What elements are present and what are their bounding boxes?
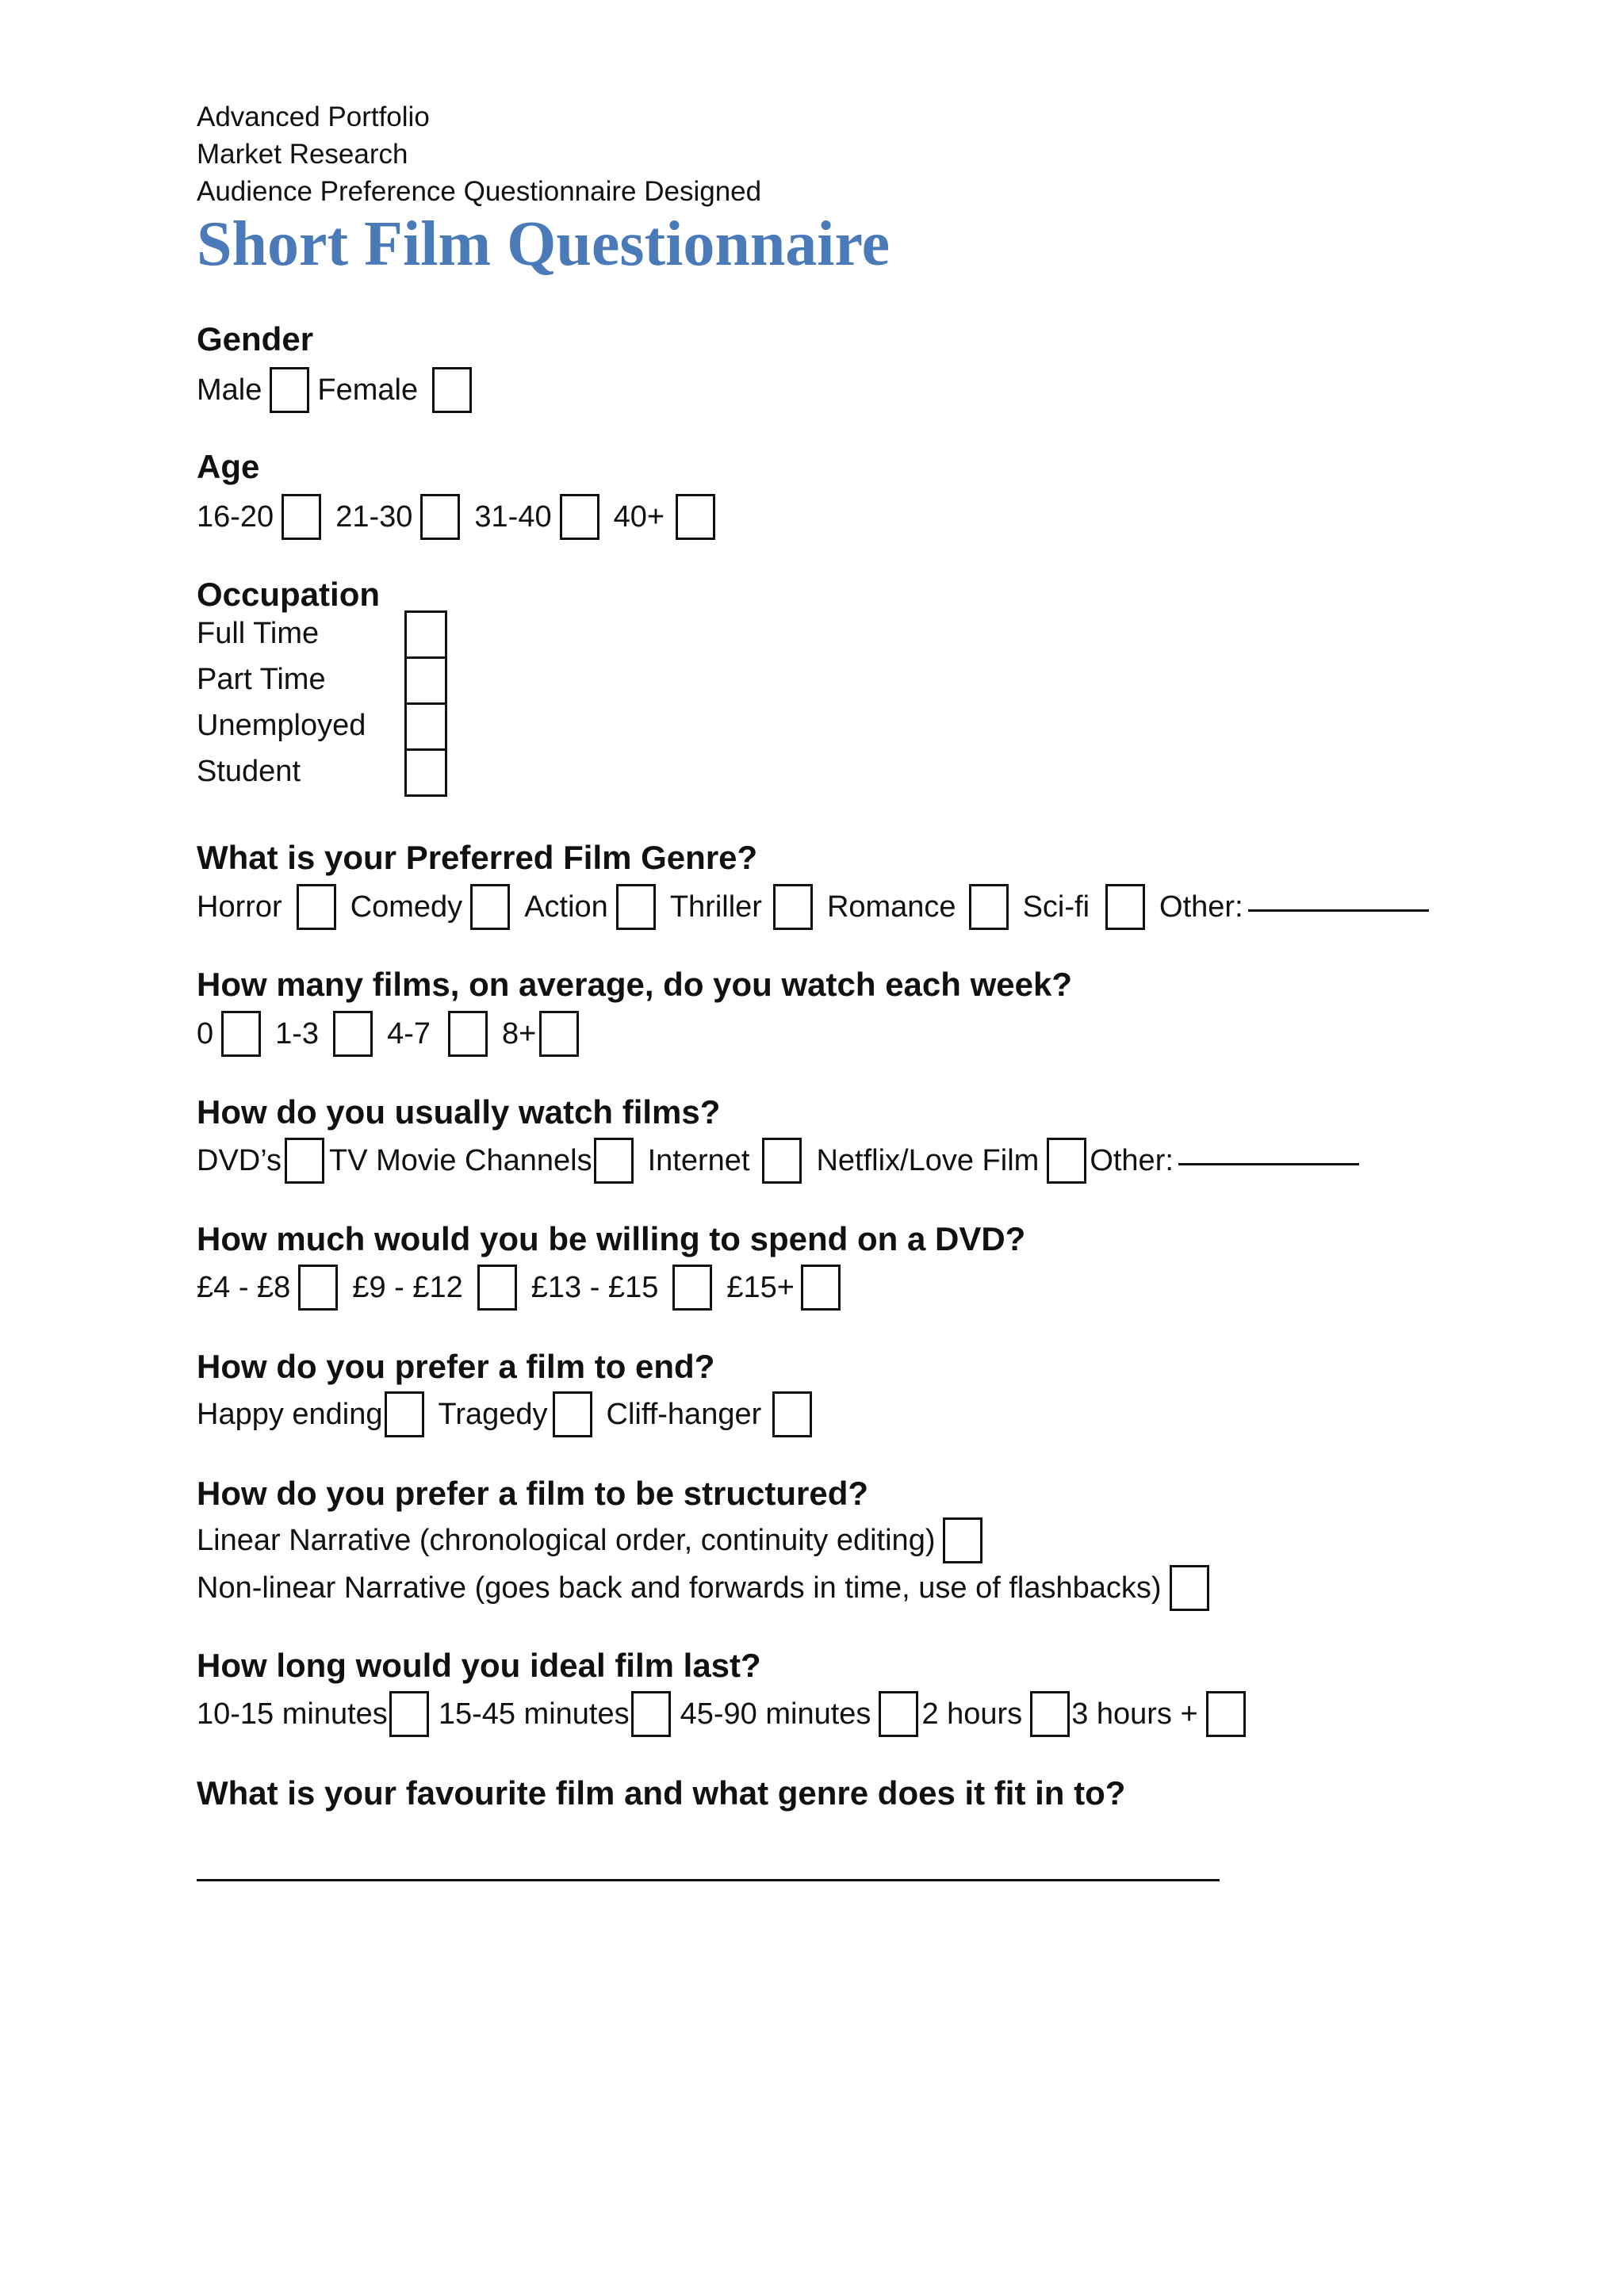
checkbox[interactable] xyxy=(943,1517,982,1563)
checkbox[interactable] xyxy=(1105,884,1145,930)
films-per-week-options xyxy=(197,1008,593,1059)
option-label: 2 hours xyxy=(921,1697,1023,1731)
checkbox[interactable] xyxy=(432,367,472,413)
spend-option-13-15 xyxy=(531,1265,713,1311)
option-label: Unemployed xyxy=(197,708,366,742)
option-label: 10-15 minutes xyxy=(197,1697,388,1731)
checkbox[interactable] xyxy=(969,884,1009,930)
films-per-week-heading: How many films, on average, do you watch each week? xyxy=(197,966,1072,1003)
option-label: Romance xyxy=(826,890,956,924)
occupation-options xyxy=(197,610,366,794)
option-label: 16-20 xyxy=(197,499,274,534)
watch-method-options xyxy=(197,1135,1373,1186)
checkbox[interactable] xyxy=(297,884,336,930)
option-label: Horror xyxy=(197,890,282,924)
checkbox[interactable] xyxy=(270,367,309,413)
option-label: Netflix/Love Film xyxy=(816,1143,1040,1177)
spend-option-4-8 xyxy=(197,1265,338,1311)
option-label: 0 xyxy=(197,1016,214,1050)
option-label: 1-3 xyxy=(275,1016,320,1050)
option-label: 45-90 minutes xyxy=(680,1697,871,1731)
option-label: Full Time xyxy=(197,616,320,650)
genre-option-other xyxy=(1159,890,1429,924)
checkbox[interactable] xyxy=(631,1691,671,1737)
watch-method-heading: How do you usually watch films? xyxy=(197,1093,721,1131)
film-end-options xyxy=(197,1389,826,1440)
structure-option-linear xyxy=(197,1516,982,1565)
films-option-4-7 xyxy=(387,1011,488,1057)
checkbox[interactable] xyxy=(404,656,447,705)
watch-option-tv-movie-channels xyxy=(329,1138,634,1184)
other-input-line[interactable] xyxy=(1178,1163,1359,1165)
favourite-film-heading: What is your favourite film and what genre does it fit in to? xyxy=(197,1774,1126,1812)
option-label: 40+ xyxy=(613,499,665,534)
checkbox[interactable] xyxy=(404,748,447,797)
length-option-45-90 xyxy=(680,1691,919,1737)
checkbox[interactable] xyxy=(772,1391,812,1437)
films-option-0 xyxy=(197,1011,261,1057)
checkbox[interactable] xyxy=(298,1265,338,1311)
checkbox[interactable] xyxy=(560,494,599,540)
genre-option-sci-fi xyxy=(1023,884,1145,930)
watch-option-internet xyxy=(648,1138,802,1184)
end-option-happy xyxy=(197,1391,424,1437)
length-option-2-hours xyxy=(921,1691,1070,1737)
option-label: Comedy xyxy=(350,890,463,924)
checkbox[interactable] xyxy=(539,1011,579,1057)
spend-option-15-plus xyxy=(726,1265,841,1311)
end-option-tragedy xyxy=(439,1391,592,1437)
option-label: £4 - £8 xyxy=(197,1270,291,1304)
other-input-line[interactable] xyxy=(1248,909,1429,912)
structure-heading: How do you prefer a film to be structured? xyxy=(197,1475,869,1512)
option-label: Sci-fi xyxy=(1022,890,1090,924)
occupation-option-full-time xyxy=(197,610,366,656)
option-label: 21-30 xyxy=(335,499,413,534)
checkbox[interactable] xyxy=(1170,1565,1209,1611)
film-end-heading: How do you prefer a film to end? xyxy=(197,1348,715,1385)
age-options xyxy=(197,492,730,542)
option-label: £9 - £12 xyxy=(352,1270,463,1304)
end-option-cliff-hanger xyxy=(607,1391,813,1437)
option-label: Cliff-hanger xyxy=(606,1397,762,1431)
occupation-heading: Occupation xyxy=(197,576,381,613)
option-label: Internet xyxy=(647,1143,750,1177)
age-option-21-30 xyxy=(335,494,460,540)
occupation-option-student xyxy=(197,748,366,794)
films-option-1-3 xyxy=(275,1011,373,1057)
other-label: Other: xyxy=(1159,890,1243,924)
checkbox[interactable] xyxy=(448,1011,488,1057)
option-label: Part Time xyxy=(197,662,326,696)
header-line-course: Advanced Portfolio xyxy=(197,101,430,132)
option-label: Thriller xyxy=(669,890,762,924)
genre-option-comedy xyxy=(350,884,511,930)
option-label: Female xyxy=(317,373,419,407)
option-label: £15+ xyxy=(726,1270,795,1304)
spend-option-9-12 xyxy=(352,1265,516,1311)
checkbox[interactable] xyxy=(404,610,447,659)
genre-option-thriller xyxy=(670,884,813,930)
option-label: Action xyxy=(524,890,608,924)
option-label: Male xyxy=(197,373,262,407)
genre-heading: What is your Preferred Film Genre? xyxy=(197,839,758,876)
document-header xyxy=(197,98,761,210)
checkbox[interactable] xyxy=(385,1391,424,1437)
option-label: £13 - £15 xyxy=(530,1270,659,1304)
occupation-option-unemployed xyxy=(197,702,366,748)
favourite-film-answer-line[interactable] xyxy=(197,1879,1220,1881)
length-options xyxy=(197,1689,1260,1739)
checkbox[interactable] xyxy=(672,1265,712,1311)
watch-option-netflix xyxy=(816,1138,1086,1184)
films-option-8-plus xyxy=(502,1011,579,1057)
checkbox[interactable] xyxy=(404,702,447,751)
header-line-subtitle: Audience Preference Questionnaire Designed xyxy=(197,176,762,207)
checkbox[interactable] xyxy=(282,494,321,540)
age-option-40-plus xyxy=(614,494,715,540)
checkbox[interactable] xyxy=(616,884,656,930)
option-label: 4-7 xyxy=(387,1016,431,1050)
checkbox[interactable] xyxy=(762,1138,802,1184)
checkbox[interactable] xyxy=(773,884,813,930)
structure-option-non-linear xyxy=(197,1563,1209,1613)
checkbox[interactable] xyxy=(1030,1691,1070,1737)
genre-option-romance xyxy=(827,884,1009,930)
option-label: Linear Narrative (chronological order, continuity editing) xyxy=(197,1523,936,1557)
checkbox[interactable] xyxy=(420,494,460,540)
page-title: Short Film Questionnaire xyxy=(197,209,891,279)
checkbox[interactable] xyxy=(801,1265,841,1311)
watch-option-dvds xyxy=(197,1138,324,1184)
option-label: Tragedy xyxy=(438,1397,548,1431)
checkbox[interactable] xyxy=(470,884,510,930)
length-heading: How long would you ideal film last? xyxy=(197,1647,761,1684)
option-label: 8+ xyxy=(501,1016,537,1050)
length-option-3-hours-plus xyxy=(1071,1691,1246,1737)
checkbox[interactable] xyxy=(1047,1138,1086,1184)
option-label: TV Movie Channels xyxy=(329,1143,592,1177)
genre-option-horror xyxy=(197,884,336,930)
checkbox[interactable] xyxy=(1206,1691,1246,1737)
genre-options xyxy=(197,882,1443,932)
checkbox[interactable] xyxy=(594,1138,634,1184)
checkbox[interactable] xyxy=(333,1011,373,1057)
dvd-spend-options xyxy=(197,1262,855,1313)
length-option-10-15 xyxy=(197,1691,429,1737)
gender-heading: Gender xyxy=(197,320,314,358)
option-label: Happy ending xyxy=(197,1397,383,1431)
checkbox[interactable] xyxy=(553,1391,592,1437)
gender-option-male xyxy=(197,367,309,413)
genre-option-action xyxy=(524,884,656,930)
checkbox[interactable] xyxy=(477,1265,517,1311)
age-heading: Age xyxy=(197,448,260,485)
option-label: 3 hours + xyxy=(1071,1697,1198,1731)
gender-options xyxy=(197,365,486,415)
option-label: DVD’s xyxy=(197,1143,282,1177)
length-option-15-45 xyxy=(439,1691,671,1737)
option-label: 15-45 minutes xyxy=(438,1697,630,1731)
header-line-section: Market Research xyxy=(197,139,408,170)
checkbox[interactable] xyxy=(285,1138,324,1184)
checkbox[interactable] xyxy=(879,1691,918,1737)
dvd-spend-heading: How much would you be willing to spend on a DVD? xyxy=(197,1220,1026,1257)
occupation-option-part-time xyxy=(197,656,366,702)
age-option-16-20 xyxy=(197,494,321,540)
checkbox[interactable] xyxy=(221,1011,261,1057)
other-label: Other: xyxy=(1090,1143,1174,1177)
option-label: Student xyxy=(197,754,301,788)
option-label: 31-40 xyxy=(474,499,552,534)
option-label: Non-linear Narrative (goes back and forwards in time, use of flashbacks) xyxy=(197,1571,1162,1605)
gender-option-female xyxy=(317,367,472,413)
age-option-31-40 xyxy=(474,494,599,540)
watch-option-other xyxy=(1090,1144,1359,1178)
checkbox[interactable] xyxy=(676,494,715,540)
checkbox[interactable] xyxy=(389,1691,429,1737)
